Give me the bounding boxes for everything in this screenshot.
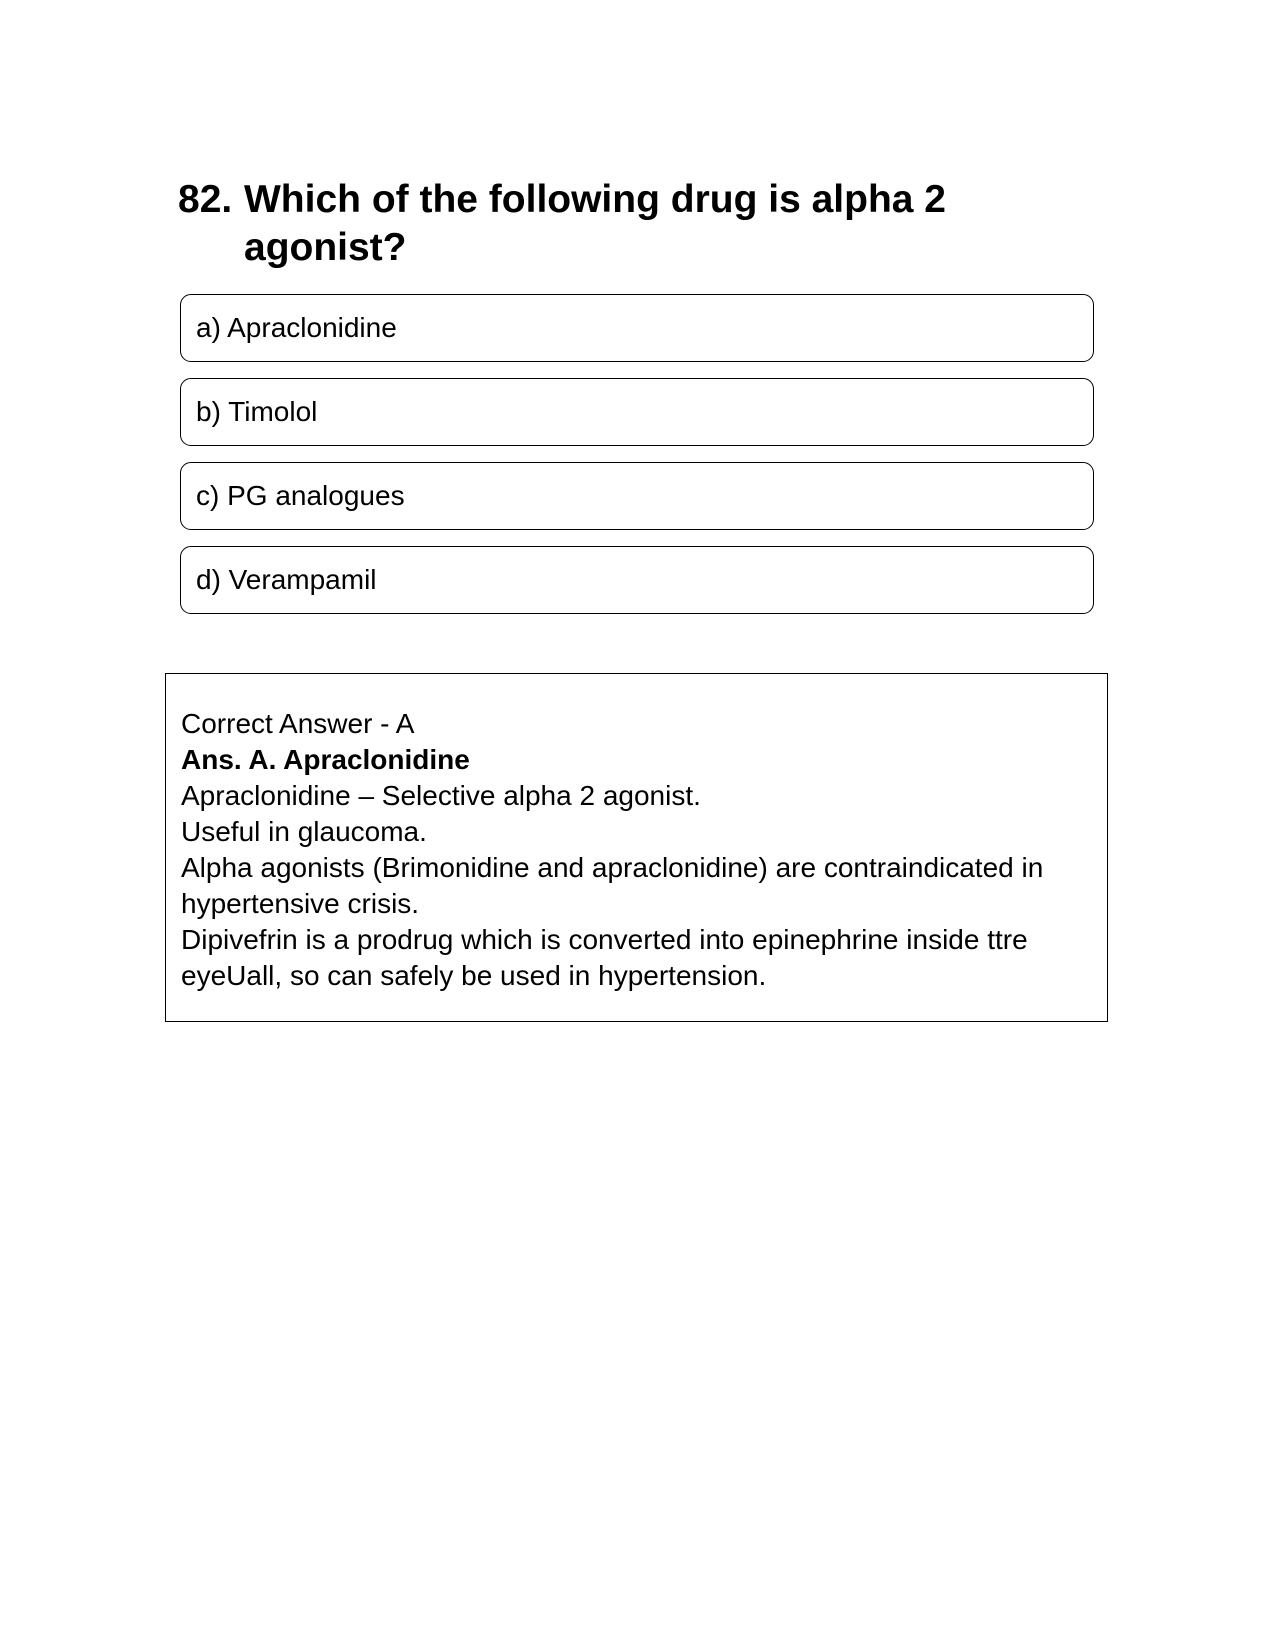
answer-explanation-box — [165, 673, 1108, 1022]
options-list — [180, 294, 1094, 630]
explanation-line: Apraclonidine – Selective alpha 2 agonist. — [181, 780, 701, 811]
explanation-line: Useful in glaucoma. — [181, 816, 427, 847]
explanation-line: Alpha agonists (Brimonidine and apraclonidine) are contraindicated in hypertensive crisis. — [181, 852, 1044, 919]
option-d[interactable]: d) Verampamil — [180, 546, 1094, 614]
explanation-line: Dipivefrin is a prodrug which is converted into epinephrine inside ttre eyeUall, so can safely be used in hypertension. — [181, 924, 1028, 991]
answer-title: Ans. A. Apraclonidine — [181, 744, 470, 775]
question-heading — [178, 176, 1058, 272]
question-text: Which of the following drug is alpha 2 agonist? — [244, 178, 946, 269]
correct-answer-line: Correct Answer - A — [181, 708, 415, 739]
option-c[interactable]: c) PG analogues — [180, 462, 1094, 530]
option-a[interactable]: a) Apraclonidine — [180, 294, 1094, 362]
option-b[interactable]: b) Timolol — [180, 378, 1094, 446]
question-number: 82. — [178, 178, 233, 221]
